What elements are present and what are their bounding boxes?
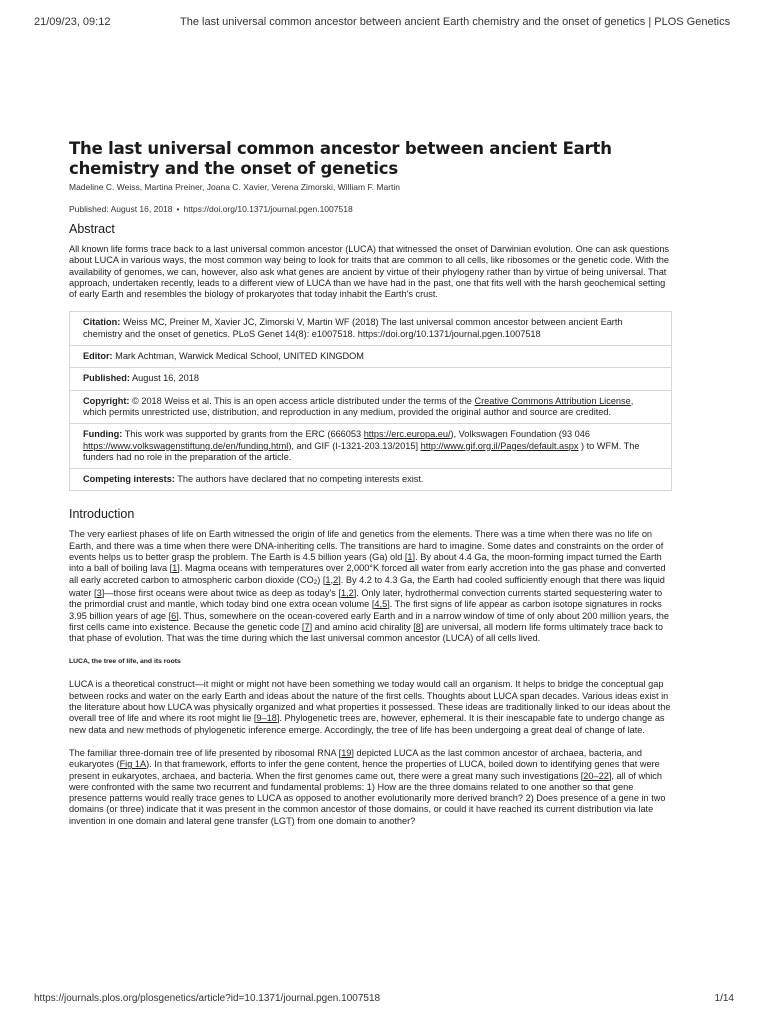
ref-link[interactable]: 20–22 (583, 770, 609, 781)
intro-paragraph-1 (69, 529, 672, 644)
print-page-title: The last universal common ancestor between ancient Earth chemistry and the onset of genetics | PLOS Genetics (180, 16, 731, 28)
ref-link[interactable]: 7 (304, 621, 310, 632)
intro-paragraph-3 (69, 748, 672, 827)
editor-label: Editor: (83, 351, 113, 362)
text-segment: The familiar three-domain tree of life presented by ribosomal RNA [ (69, 747, 342, 758)
ref-link[interactable]: 3 (96, 587, 102, 598)
section-subheading: LUCA, the tree of life, and its roots (69, 658, 181, 666)
published-date: Published: August 16, 2018 (69, 204, 173, 214)
print-date: 21/09/23, 09:12 (34, 16, 111, 28)
intro-paragraph-2 (69, 679, 672, 735)
text-segment: The very earliest phases of life on Earth witnessed the origin of life and genetics from the elements. There was a time when there was no life on Earth, and there was a time when there were DNA-inheriting cells. The transitions are hard to imagine. Some dates and constraints on the order of events helps us to better grasp the problem. The Earth is 4.5 billion years (Ga) old [ (69, 529, 664, 563)
copyright-text-post: , which permits unrestricted use, distribution, and reproduction in any medium, provided the original author and source are credited. (83, 395, 634, 417)
abstract-text: All known life forms trace back to a last universal common ancestor (LUCA) that witnessed the onset of Darwinian evolution. One can ask questions about LUCA in various ways, the most common way being to look for traits that are common to all cells, like ribosomes or the genetic code. With the availability of genomes, we can, however, also ask what genes are ancient by virtue of their phylogeny rather than by virtue of being universal. That approach, undertaken recently, leads to a different view of LUCA than we have had in the past, one that fits well with the harsh geochemical setting of early Earth and resembles the biology of prokaryotes that today inhabit the Earth's crust. (69, 244, 670, 300)
article-title: The last universal common ancestor between ancient Earth chemistry and the onset of genetics (69, 139, 612, 178)
ref-link[interactable]: 6 (171, 610, 177, 621)
text-segment: ]. By 4.2 to 4.3 Ga, the Earth had cooled sufficiently enough that there was liquid water [ (69, 574, 665, 598)
text-segment: ]. By about 4.4 Ga, the moon-forming impact turned the Earth into a ball of boiling lava [ (69, 552, 662, 574)
funding-row (70, 424, 671, 469)
copyright-text-pre: © 2018 Weiss et al. This is an open access article distributed under the terms of the (132, 395, 472, 406)
funding-text-4: ) to WFM. The funders had no role in the preparation of the article. (83, 440, 640, 462)
funding-text-2: ), Volkswagen Foundation (93 046 (450, 429, 590, 440)
text-segment: ]. Phylogenetic trees are, however, ephemeral. It is their inescapable fate to undergo change as new data and new methods of phylogenetic inference emerge. Accordingly, the tree of life has been undergoing a great deal of change of late. (69, 713, 665, 735)
text-segment: ). In that framework, efforts to infer the gene content, hence the properties of LUCA, boiled down to identifying genes that were present in eukaryotes, archaea, and bacteria. When the first genomes came out, there were a great many such investigations [ (69, 759, 660, 781)
citation-text: Weiss MC, Preiner M, Xavier JC, Zimorski V, Martin WF (2018) The last universal common ancestor between ancient Earth chemistry and the onset of genetics. PLoS Genet 14(8): e1007518. https://doi.org/10.1371/journal.pgen.1007518 (83, 317, 623, 339)
editor-text: Mark Achtman, Warwick Medical School, UNITED KINGDOM (115, 351, 364, 362)
page-number: 1/14 (714, 993, 734, 1004)
gif-link[interactable]: http://www.gif.org.il/Pages/default.aspx (420, 440, 579, 451)
article-info-box (69, 311, 672, 491)
text-segment: ]. The first signs of life appear as carbon isotope signatures in rocks 3.95 billion years of age [ (69, 599, 662, 621)
text-segment: ]. Magma oceans with temperatures over 2,000°K forced all water from early accretion into the gas phase and converted all early accreted carbon to atmospheric carbon dioxide (CO (69, 563, 666, 585)
text-segment: LUCA is a theoretical construct—it might or might not have been something we today would call an organism. It helps to bridge the conceptual gap between rocks and water on the early Earth and ideas about the nature of the first cells. Thoughts about LUCA span decades. Various ideas exist in the literature about how LUCA was physically organized and what properties it possessed. These ideas are traditionally linked to our ideas about the overall tree of life and where its root might lie [ (69, 679, 671, 724)
competing-label: Competing interests: (83, 474, 175, 485)
published-text: August 16, 2018 (132, 373, 199, 384)
funding-text-3: ), and GIF (I-1321-203.13/2015] (288, 440, 419, 451)
subscript: 2 (313, 578, 318, 586)
copyright-row (70, 391, 671, 425)
ref-link[interactable]: 1 (407, 552, 413, 563)
ref-link[interactable]: 4,5 (374, 599, 388, 610)
funding-text-1: This work was supported by grants from the ERC (666053 (124, 429, 362, 440)
ref-link[interactable]: 19 (341, 747, 352, 758)
doi-link[interactable]: https://doi.org/10.1371/journal.pgen.1007518 (183, 204, 353, 214)
erc-link[interactable]: https://erc.europa.eu/ (363, 429, 451, 440)
citation-row (70, 312, 671, 346)
bullet-separator: • (176, 204, 180, 214)
ref-link[interactable]: 1,2 (340, 587, 354, 598)
volkswagen-link[interactable]: https://www.volkswagenstiftung.de/en/funding.html (83, 440, 289, 451)
copyright-label: Copyright: (83, 395, 130, 406)
ref-link[interactable]: 1,2 (325, 574, 339, 585)
published-row (70, 368, 671, 390)
abstract-heading: Abstract (69, 222, 115, 236)
text-segment: ], all of which were confronted with the same two recurrent and fundamental problems: 1) How are the three domains related to one another so that gene presence patterns would really trace genes to LUCA as opposed to another evolutionarily more derived branch? 2) Does presence of a gene in two domains (or three) indicate that it was present in the common ancestor of those domains, or could it have reached its current distribution via late invention in one domain and lateral gene transfer (LGT) from one domain to another? (69, 770, 666, 826)
ref-link[interactable]: 9–18 (256, 713, 277, 724)
ref-link[interactable]: 1 (172, 563, 178, 574)
text-segment: ) [ (317, 574, 326, 585)
text-segment: ]. Only later, hydrothermal convection currents started sequestering water to the primordial crust and mantle, which today bind one extra ocean volume [ (69, 587, 663, 610)
competing-text: The authors have declared that no competing interests exist. (177, 474, 424, 485)
introduction-heading: Introduction (69, 507, 135, 522)
ref-link[interactable]: 8 (415, 621, 421, 632)
text-segment: ]. Thus, somewhere on the ocean-covered early Earth and in a narrow window of time of only about 200 million years, the first cells came into existence. Because the genetic code [ (69, 610, 669, 632)
text-segment: ] and amino acid chirality [ (309, 621, 416, 632)
article (69, 139, 672, 827)
editor-row (70, 346, 671, 368)
text-segment: ] are universal, all modern life forms ultimately trace back to that phase of evolution. That was the time during which the last universal common ancestor (LUCA) of all cells lived. (69, 621, 663, 644)
page-url: https://journals.plos.org/plosgenetics/article?id=10.1371/journal.pgen.1007518 (34, 993, 381, 1004)
cc-license-link[interactable]: Creative Commons Attribution License (474, 395, 631, 406)
author-list[interactable]: Madeline C. Weiss, Martina Preiner, Joana C. Xavier, Verena Zimorski, William F. Martin (69, 182, 400, 192)
citation-label: Citation: (83, 317, 121, 328)
publication-line (69, 204, 672, 214)
funding-label: Funding: (83, 429, 123, 440)
published-label: Published: (83, 373, 130, 384)
figure-link[interactable]: Fig 1A (119, 759, 147, 770)
text-segment: ]—those first oceans were about twice as deep as today's [ (101, 587, 341, 598)
text-segment: ] depicted LUCA as the last common ancestor of archaea, bacteria, and eukaryotes ( (69, 747, 643, 770)
competing-interests-row (70, 469, 671, 490)
